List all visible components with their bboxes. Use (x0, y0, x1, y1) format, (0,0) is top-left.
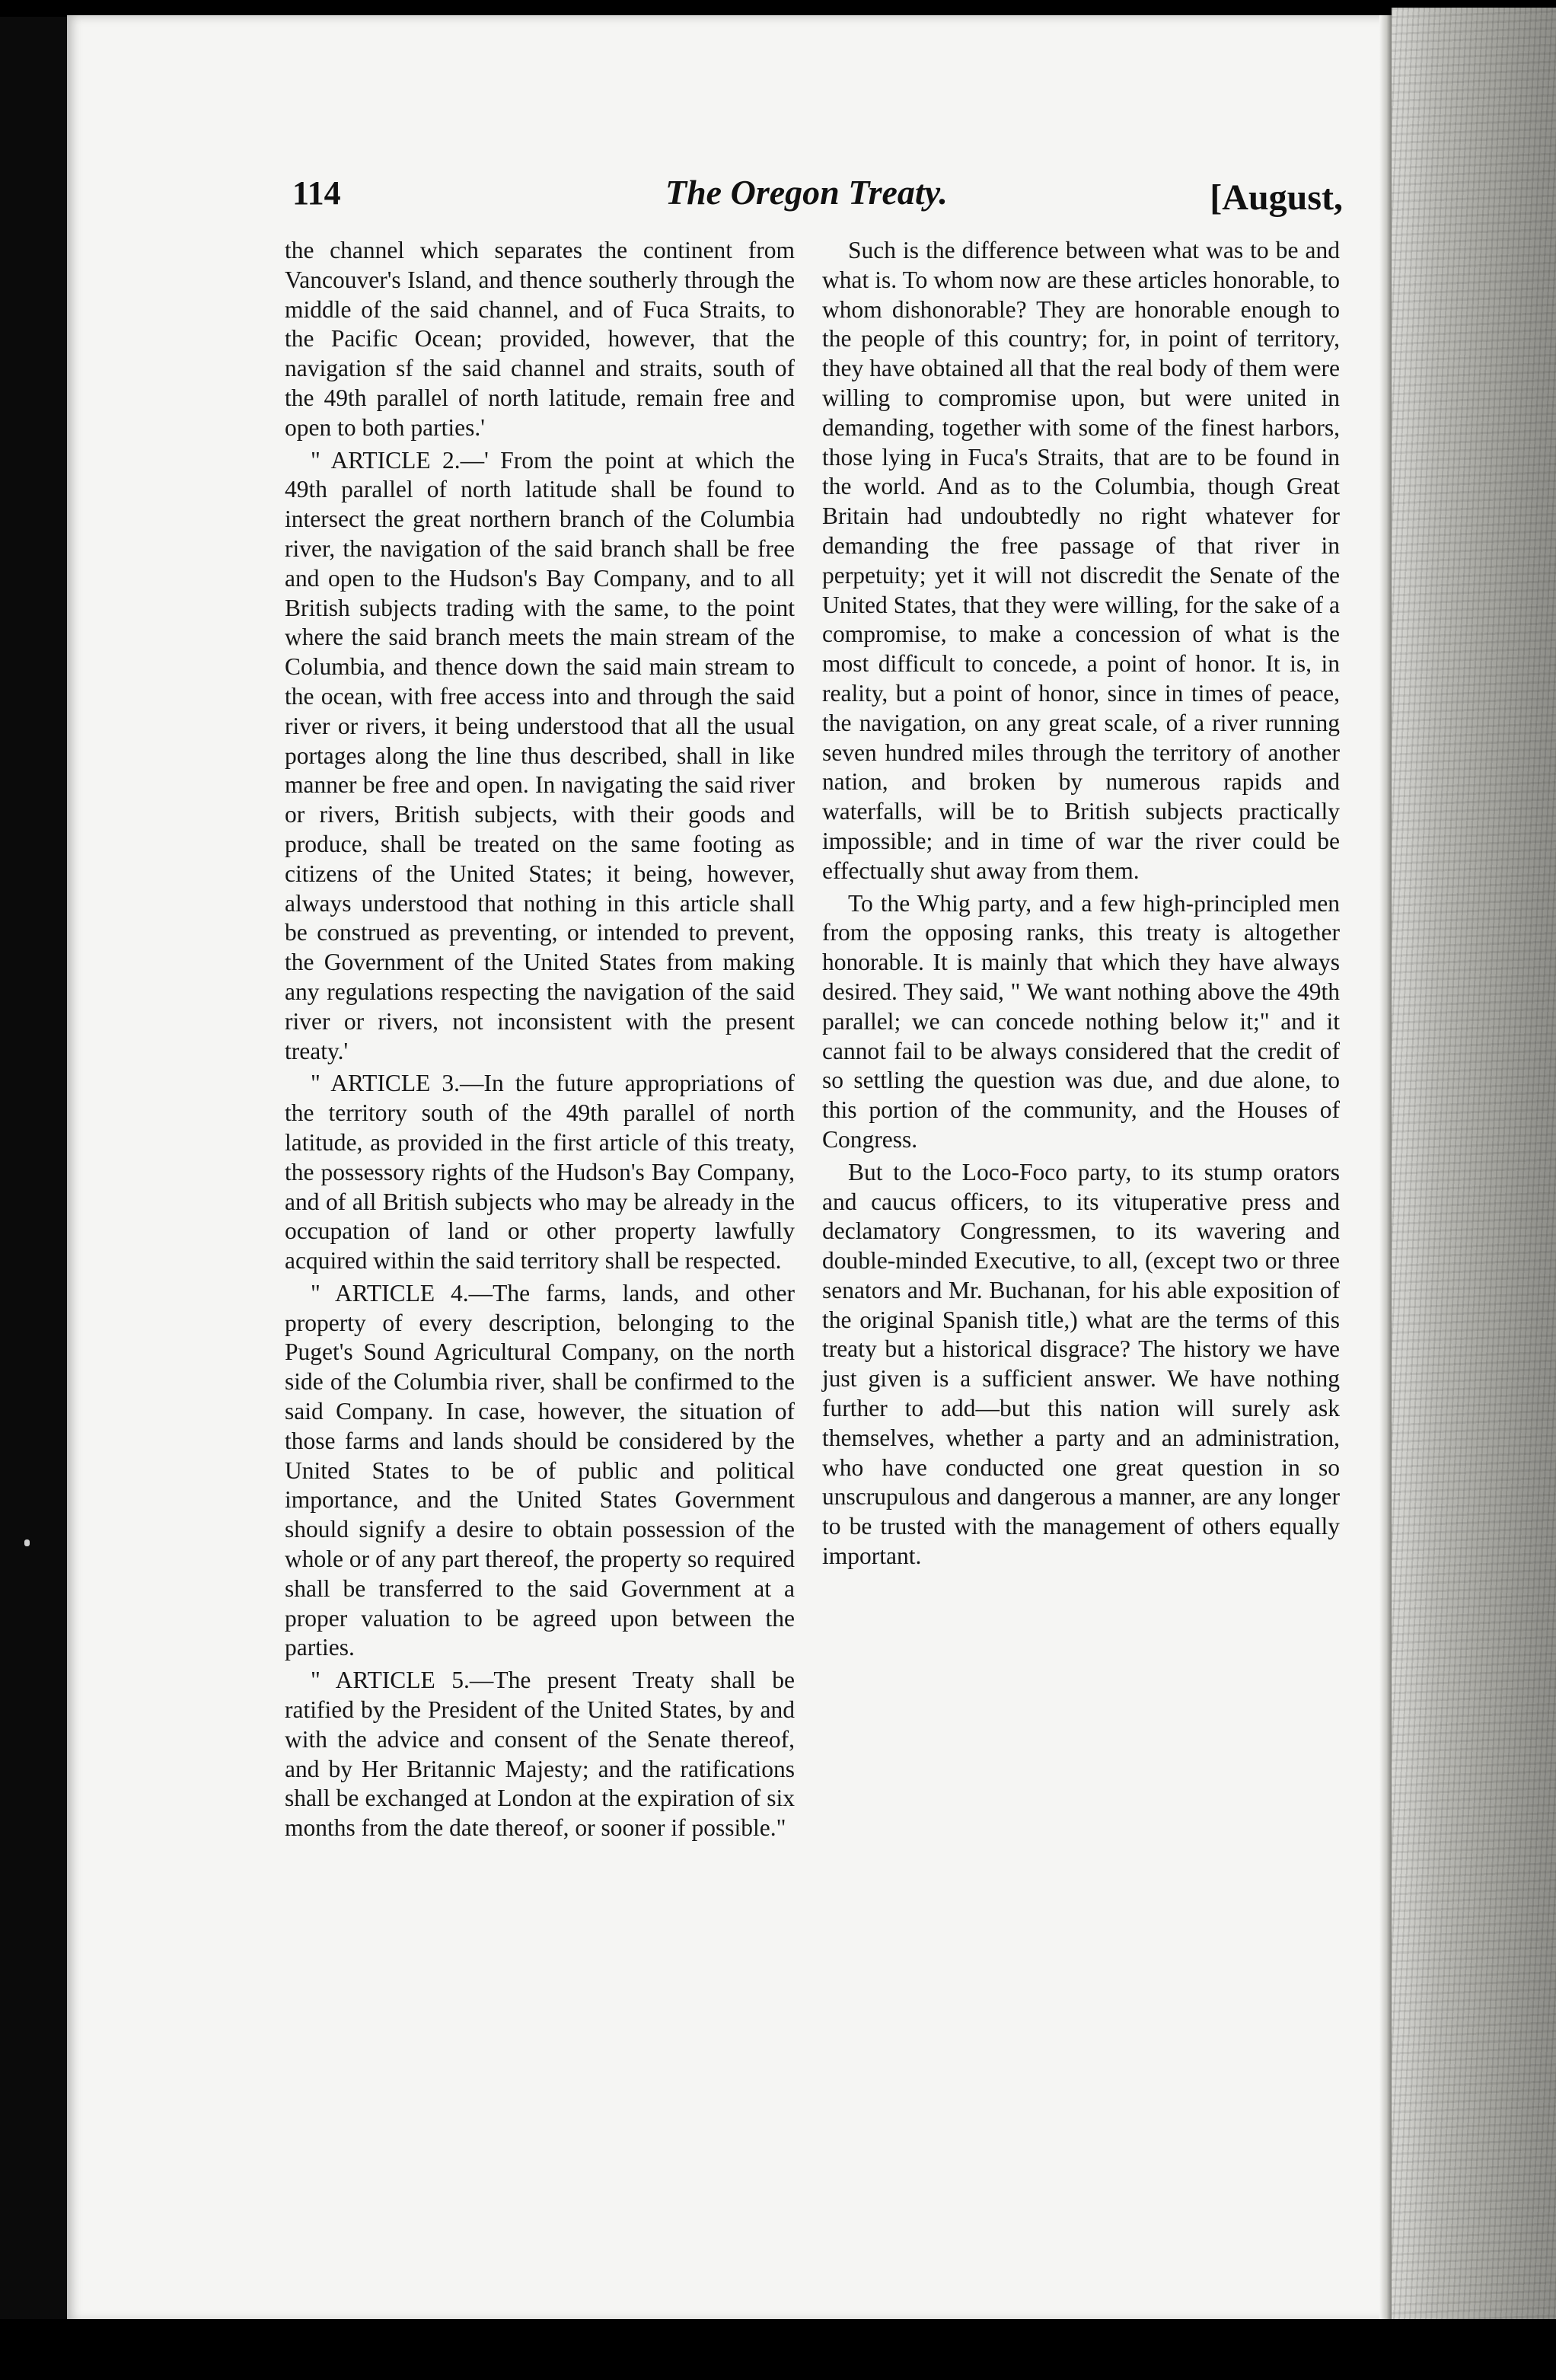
running-date: [August, (1210, 177, 1343, 218)
scan-border-top (0, 0, 1556, 17)
page-gutter-shadow (1379, 15, 1392, 2322)
article-2-paragraph: " ARTICLE 2.—' From the point at which the 49th parallel of north latitude shall be found to intersect the great northern branch of the Columbia river, the navigation of the said branch shall be free and open to the Hudson's Bay Company, and to all British subjects trading with the same, to the point where the said branch meets the main stream of the Columbia, and thence down the said main stream to the ocean, with free access into and through the said river or rivers, it being understood that all the usual portages along the line thus described, shall in like manner be free and open. In navigating the said river or rivers, British subjects, with their goods and produce, shall be treated on the same footing as citizens of the United States; it being, however, always understood that nothing in this article shall be construed as preventing, or intended to prevent, the Government of the United States from making any regulations respecting the navigation of the said river or rivers, not inconsistent with the present treaty.' (285, 446, 795, 1064)
scan-speck (24, 1539, 30, 1546)
right-text-column (822, 236, 1340, 1571)
paragraph: the channel which separates the continent from Vancouver's Island, and thence southerly through the middle of the said channel, and of Fuca Straits, to the Pacific Ocean; provided, however, that the navigation sf the said channel and straits, south of the 49th parallel of north latitude, remain free and open to both parties.' (285, 237, 795, 441)
page-number: 114 (292, 174, 341, 212)
article-5-paragraph: " ARTICLE 5.—The present Treaty shall be ratified by the President of the United States, by and with the advice and consent of the Senate thereof, and by Her Britannic Majesty; and the ratifications shall be exchanged at London at the expiration of six months from the date thereof, or sooner if possible." (285, 1667, 795, 1842)
paragraph: To the Whig party, and a few high-principled men from the opposing ranks, this treaty is altogether honorable. It is mainly that which they have always desired. They said, " We want nothing above the 49th parallel; we can concede nothing below it;" and it cannot fail to be always considered that the credit of so settling the question was due, and due alone, to this portion of the community, and the Houses of Congress. (822, 889, 1340, 1153)
left-text-column (285, 236, 795, 1843)
paragraph: Such is the difference between what was to be and what is. To whom now are these articles honorable, to whom dishonorable? They are honorable enough to the people of this country; for, in point of territory, they have obtained all that the real body of them were willing to compromise upon, but were united in demanding, together with some of the finest harbors, those lying in Fuca's Straits, that are to be found in the world. And as to the Columbia, though Great Britain had undoubtedly no right whatever for demanding the free passage of that river in perpetuity; yet it will not discredit the Senate of the United States, that they were willing, for the sake of a compromise, to make a concession of what is the most difficult to concede, a point of honor. It is, in reality, but a point of honor, since in times of peace, the navigation, on any great scale, of a river running seven hundred miles through the territory of another nation, and broken by numerous rapids and waterfalls, will be to British subjects practically impossible; and in time of war the river could be effectually shut away from them. (822, 237, 1340, 884)
running-header (292, 166, 1343, 221)
article-3-paragraph: " ARTICLE 3.—In the future appropriations of the territory south of the 49th parallel of north latitude, as provided in the first article of this treaty, the possessory rights of the Hudson's Bay Company, and of all British subjects who may be already in the occupation of land or other property lawfully acquired within the said territory shall be respected. (285, 1070, 795, 1275)
adjacent-page-edge (1392, 8, 1556, 2337)
scan-border-bottom (0, 2319, 1556, 2380)
running-title: The Oregon Treaty. (665, 173, 948, 212)
article-4-paragraph: " ARTICLE 4.—The farms, lands, and other property of every description, belonging to the Puget's Sound Agricultural Company, on the north side of the Columbia river, shall be confirmed to the said Company. In case, however, the situation of those farms and lands should be considered by the United States to be of public and political importance, and the United States Government should signify a desire to obtain possession of the whole or of any part thereof, the property so required shall be transferred to the said Government at a proper valuation to be agreed upon between the parties. (285, 1279, 796, 1661)
paragraph: But to the Loco-Foco party, to its stump orators and caucus officers, to its vituperative press and declamatory Congressmen, to its wavering and double-minded Executive, to all, (except two or three senators and Mr. Buchanan, for his able exposition of the original Spanish title,) what are the terms of this treaty but a historical disgrace? The history we have just given is a sufficient answer. We have nothing further to add—but this nation will surely ask themselves, whether a party and an administration, who have conducted one great question in so unscrupulous and dangerous a manner, are any longer to be trusted with the management of others equally important. (822, 1158, 1340, 1570)
